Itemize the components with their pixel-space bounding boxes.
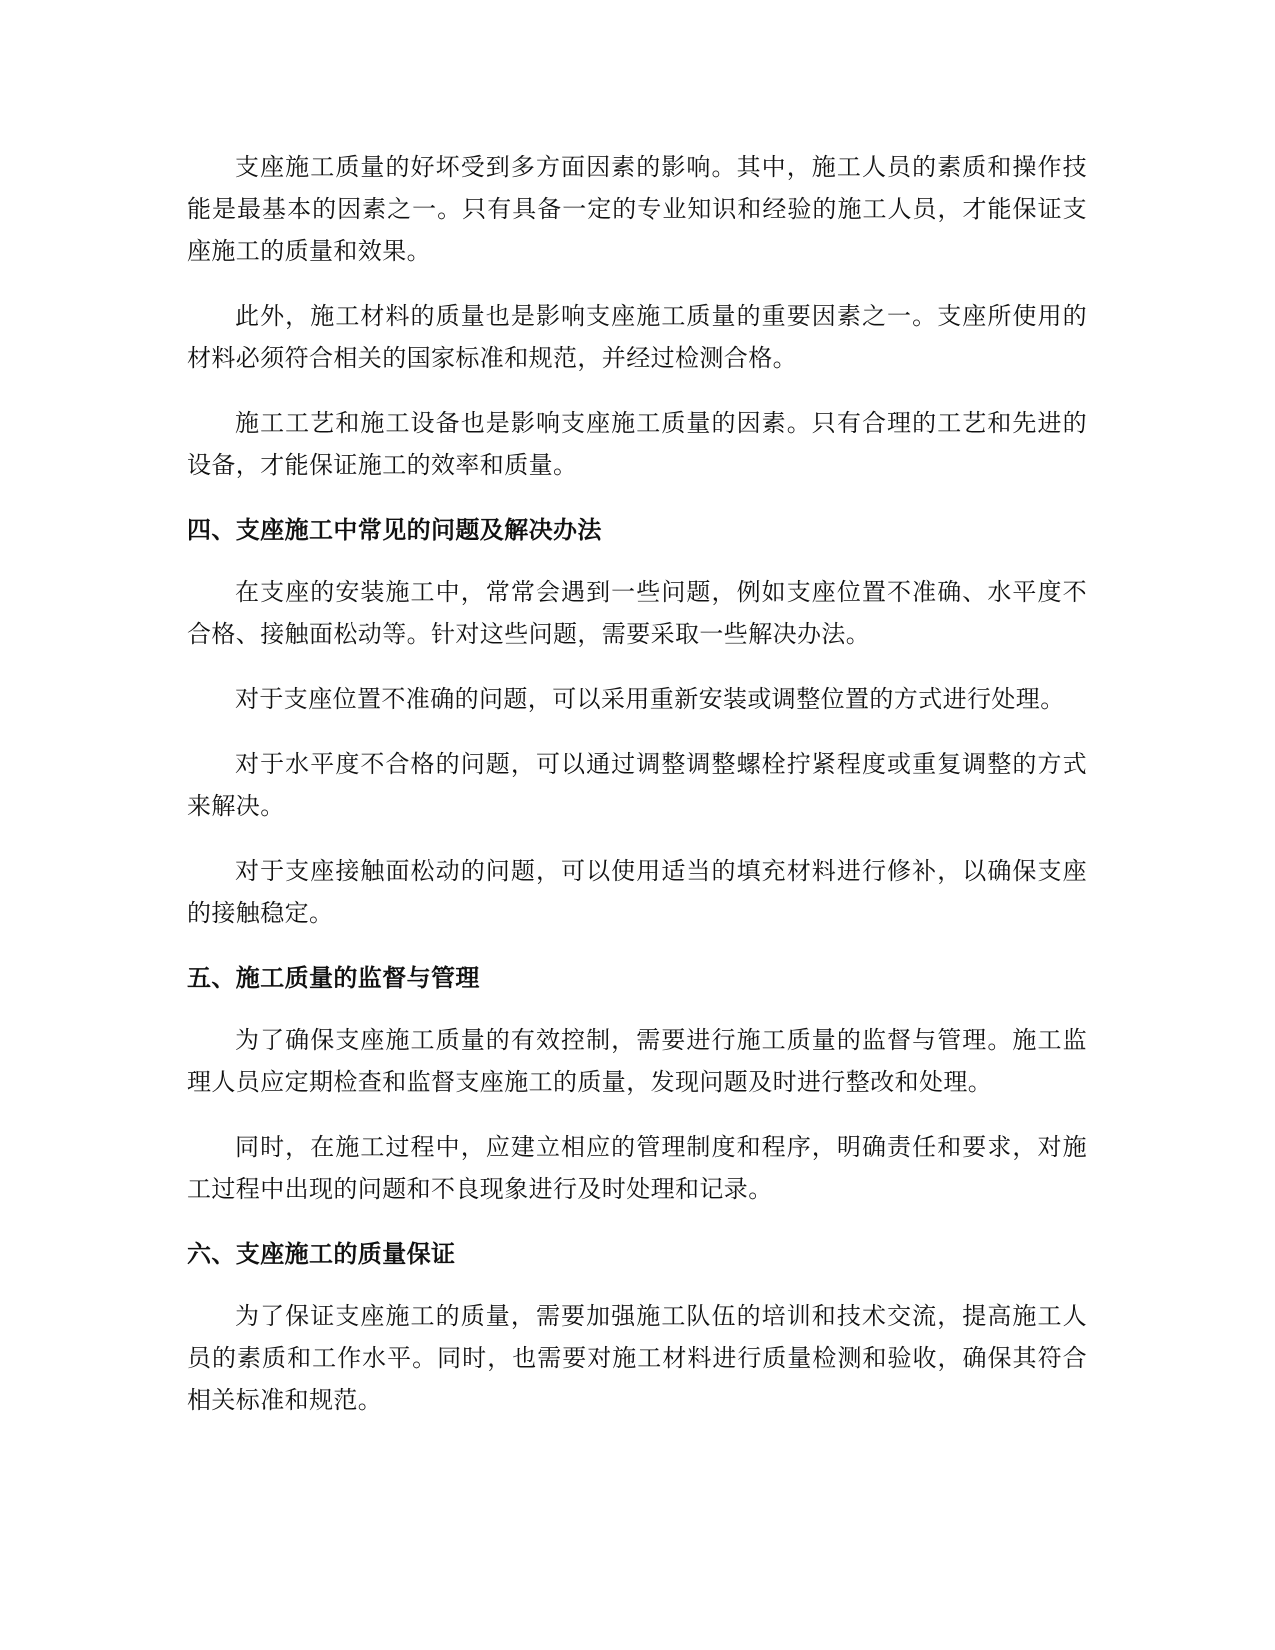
paragraph: 为了保证支座施工的质量，需要加强施工队伍的培训和技术交流，提高施工人员的素质和工作水平。同时，也需要对施工材料进行质量检测和验收，确保其符合相关标准和规范。: [187, 1302, 1087, 1414]
section-heading-4: 四、支座施工中常见的问题及解决办法: [187, 516, 602, 544]
paragraph: 为了确保支座施工质量的有效控制，需要进行施工质量的监督与管理。施工监理人员应定期检查和监督支座施工的质量，发现问题及时进行整改和处理。: [187, 1026, 1087, 1096]
paragraph: 对于水平度不合格的问题，可以通过调整调整螺栓拧紧程度或重复调整的方式来解决。: [187, 750, 1087, 820]
paragraph: 支座施工质量的好坏受到多方面因素的影响。其中，施工人员的素质和操作技能是最基本的因素之一。只有具备一定的专业知识和经验的施工人员，才能保证支座施工的质量和效果。: [187, 153, 1087, 265]
document-body: [187, 146, 1087, 1444]
paragraph: 对于支座接触面松动的问题，可以使用适当的填充材料进行修补，以确保支座的接触稳定。: [187, 857, 1087, 927]
paragraph: 同时，在施工过程中，应建立相应的管理制度和程序，明确责任和要求，对施工过程中出现的问题和不良现象进行及时处理和记录。: [187, 1133, 1087, 1203]
paragraph: 在支座的安装施工中，常常会遇到一些问题，例如支座位置不准确、水平度不合格、接触面松动等。针对这些问题，需要采取一些解决办法。: [187, 578, 1087, 648]
paragraph: 此外，施工材料的质量也是影响支座施工质量的重要因素之一。支座所使用的材料必须符合相关的国家标准和规范，并经过检测合格。: [187, 302, 1087, 372]
section-heading-5: 五、施工质量的监督与管理: [187, 964, 480, 992]
paragraph: 施工工艺和施工设备也是影响支座施工质量的因素。只有合理的工艺和先进的设备，才能保证施工的效率和质量。: [187, 409, 1087, 479]
section-heading-6: 六、支座施工的质量保证: [187, 1240, 456, 1268]
paragraph: 对于支座位置不准确的问题，可以采用重新安装或调整位置的方式进行处理。: [235, 685, 1065, 713]
